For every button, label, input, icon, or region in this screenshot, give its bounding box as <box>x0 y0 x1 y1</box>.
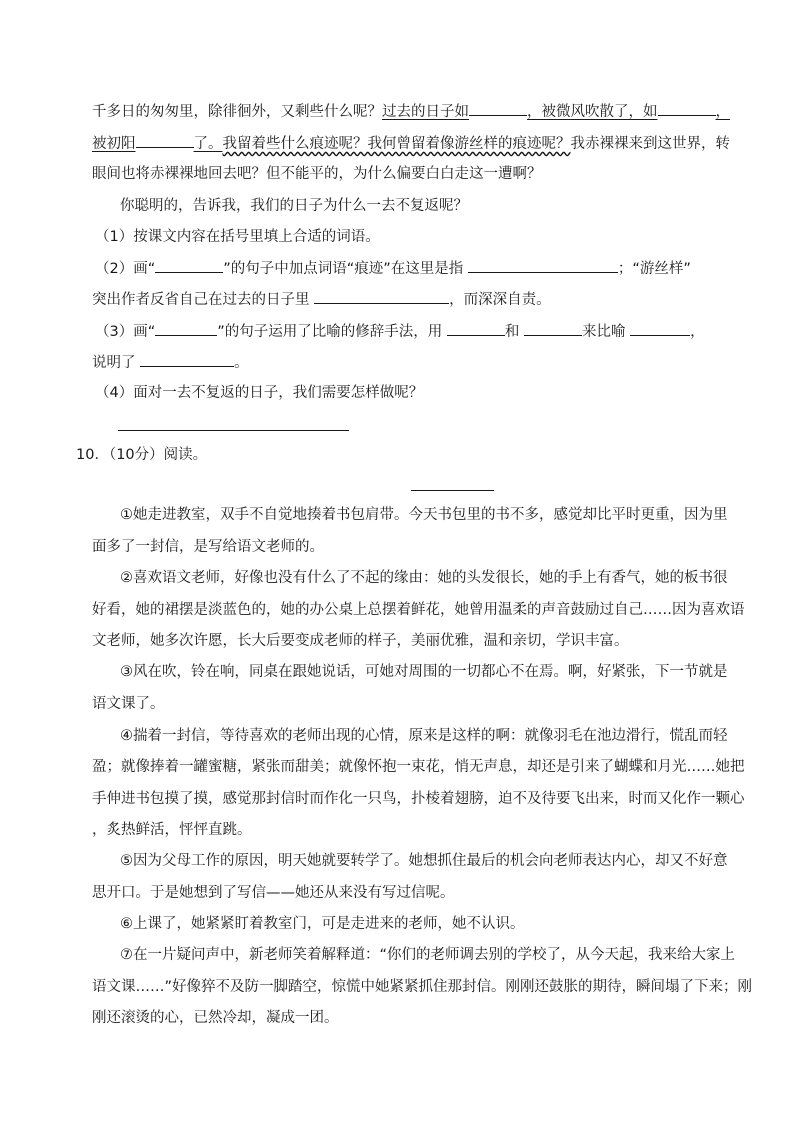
answer-blank[interactable] <box>155 258 223 273</box>
question-9-2-cont: 突出作者反省自己在过去的日子里 ，而深深自责。 <box>92 289 722 310</box>
wavy-underlined-sentence: 我留着些什么痕迹呢？我何曾留着像游丝样的痕迹呢？ <box>222 136 571 152</box>
answer-blank[interactable] <box>136 133 194 148</box>
answer-blank[interactable] <box>658 101 716 116</box>
paragraph-4-cont: 盈；就像捧着一罐蜜糖，紧张而甜美；就像怀抱一束花，悄无声息，却还是引来了蝴蝶和月光……她把 <box>92 759 745 775</box>
paragraph-2-cont: 好看，她的裙摆是淡蓝色的，她的办公桌上总摆着鲜花，她曾用温柔的声音鼓励过自己……因为喜欢语 <box>92 602 745 618</box>
question-9-3-cont: 说明了 。 <box>92 352 722 373</box>
answer-blank[interactable] <box>630 321 690 336</box>
paragraph-4-cont: ，炙热鲜活，怦怦直跳。 <box>92 822 252 838</box>
paragraph-5-cont: 思开口。于是她想到了写信——她还从来没有写过信呢。 <box>92 885 455 901</box>
paragraph-1: ①她走进教室，双手不自觉地揍着书包肩带。今天书包里的书不多，感觉却比平时更重，因为里 <box>120 507 728 523</box>
paragraph-7-cont: 刚还滚烫的心，已然冷却，凝成一团。 <box>92 1010 339 1026</box>
answer-line[interactable] <box>118 430 349 431</box>
passage-line-2: 被初阳 了。我留着些什么痕迹呢？我何曾留着像游丝样的痕迹呢？我赤裸裸来到这世界，转 <box>92 133 722 154</box>
answer-blank[interactable] <box>155 321 217 336</box>
underlined-sentence: 被初阳 了。 <box>92 136 223 152</box>
paragraph-3-cont: 语文课了。 <box>92 696 165 712</box>
underlined-sentence: 过去的日子如 ，被微风吹散了，如 ， <box>382 104 730 120</box>
answer-blank[interactable] <box>468 258 618 273</box>
passage-line-4: 你聪明的，告诉我，我们的日子为什么一去不复返呢？ <box>120 198 468 214</box>
paragraph-1-cont: 面多了一封信，是写给语文老师的。 <box>92 539 324 555</box>
answer-blank[interactable] <box>140 352 234 367</box>
paragraph-6: ⑥上课了，她紧紧盯着教室门，可是走进来的老师，她不认识。 <box>120 916 525 932</box>
paragraph-2: ②喜欢语文老师，好像也没有什么了不起的缘由：她的头发很长，她的手上有香气，她的板书很 <box>120 570 728 586</box>
question-9-3: （3）画“ ”的句子运用了比喻的修辞手法，用 和 来比喻 ， <box>95 321 725 342</box>
paragraph-7-cont: 语文课……”好像猝不及防一脚踏空，惊慌中她紧紧抓住那封信。刚刚还鼓胀的期待，瞬间塌了下来；刚 <box>92 979 753 995</box>
title-blank[interactable] <box>411 490 494 491</box>
answer-blank[interactable] <box>524 321 582 336</box>
question-9-2: （2）画“ ”的句子中加点词语“痕迹”在这里是指 ；“游丝样” <box>95 258 725 279</box>
paragraph-3: ③风在吹，铃在响，同桌在跟她说话，可她对周围的一切都心不在焉。啊，好紧张，下一节就是 <box>120 664 728 680</box>
passage-line-3: 眼间也将赤裸裸地回去吧？但不能平的，为什么偏要白白走这一遭啊？ <box>92 166 542 182</box>
paragraph-2-cont: 文老师，她多次许愿，长大后要变成老师的样子，美丽优雅，温和亲切，学识丰富。 <box>92 633 629 649</box>
passage-line-1: 千多日的匆匆里，除徘徊外，又剩些什么呢？过去的日子如 ，被微风吹散了，如 ， <box>92 101 722 122</box>
answer-blank[interactable] <box>447 321 505 336</box>
question-9-4: （4）面对一去不复返的日子，我们需要怎样做呢？ <box>95 385 424 401</box>
paragraph-5: ⑤因为父母工作的原因，明天她就要转学了。她想抓住最后的机会向老师表达内心，却又不好意 <box>120 853 728 869</box>
question-9-1: （1）按课文内容在括号里填上合适的词语。 <box>95 229 380 245</box>
paragraph-4: ④揣着一封信，等待喜欢的老师出现的心情，原来是这样的啊：就像羽毛在池边滑行，慌乱而轻 <box>120 728 728 744</box>
answer-blank[interactable] <box>469 101 527 116</box>
paragraph-4-cont: 手伸进书包摸了摸，感觉那封信时而作化一只鸟，扑棱着翅膀，迫不及待要飞出来，时而又化作一颗心 <box>92 791 745 807</box>
question-10-heading: 10．（10分）阅读。 <box>76 447 208 463</box>
paragraph-7: ⑦在一片疑问声中，新老师笑着解释道：“你们的老师调去别的学校了，从今天起，我来给大家上 <box>120 947 736 963</box>
answer-blank[interactable] <box>314 289 449 304</box>
